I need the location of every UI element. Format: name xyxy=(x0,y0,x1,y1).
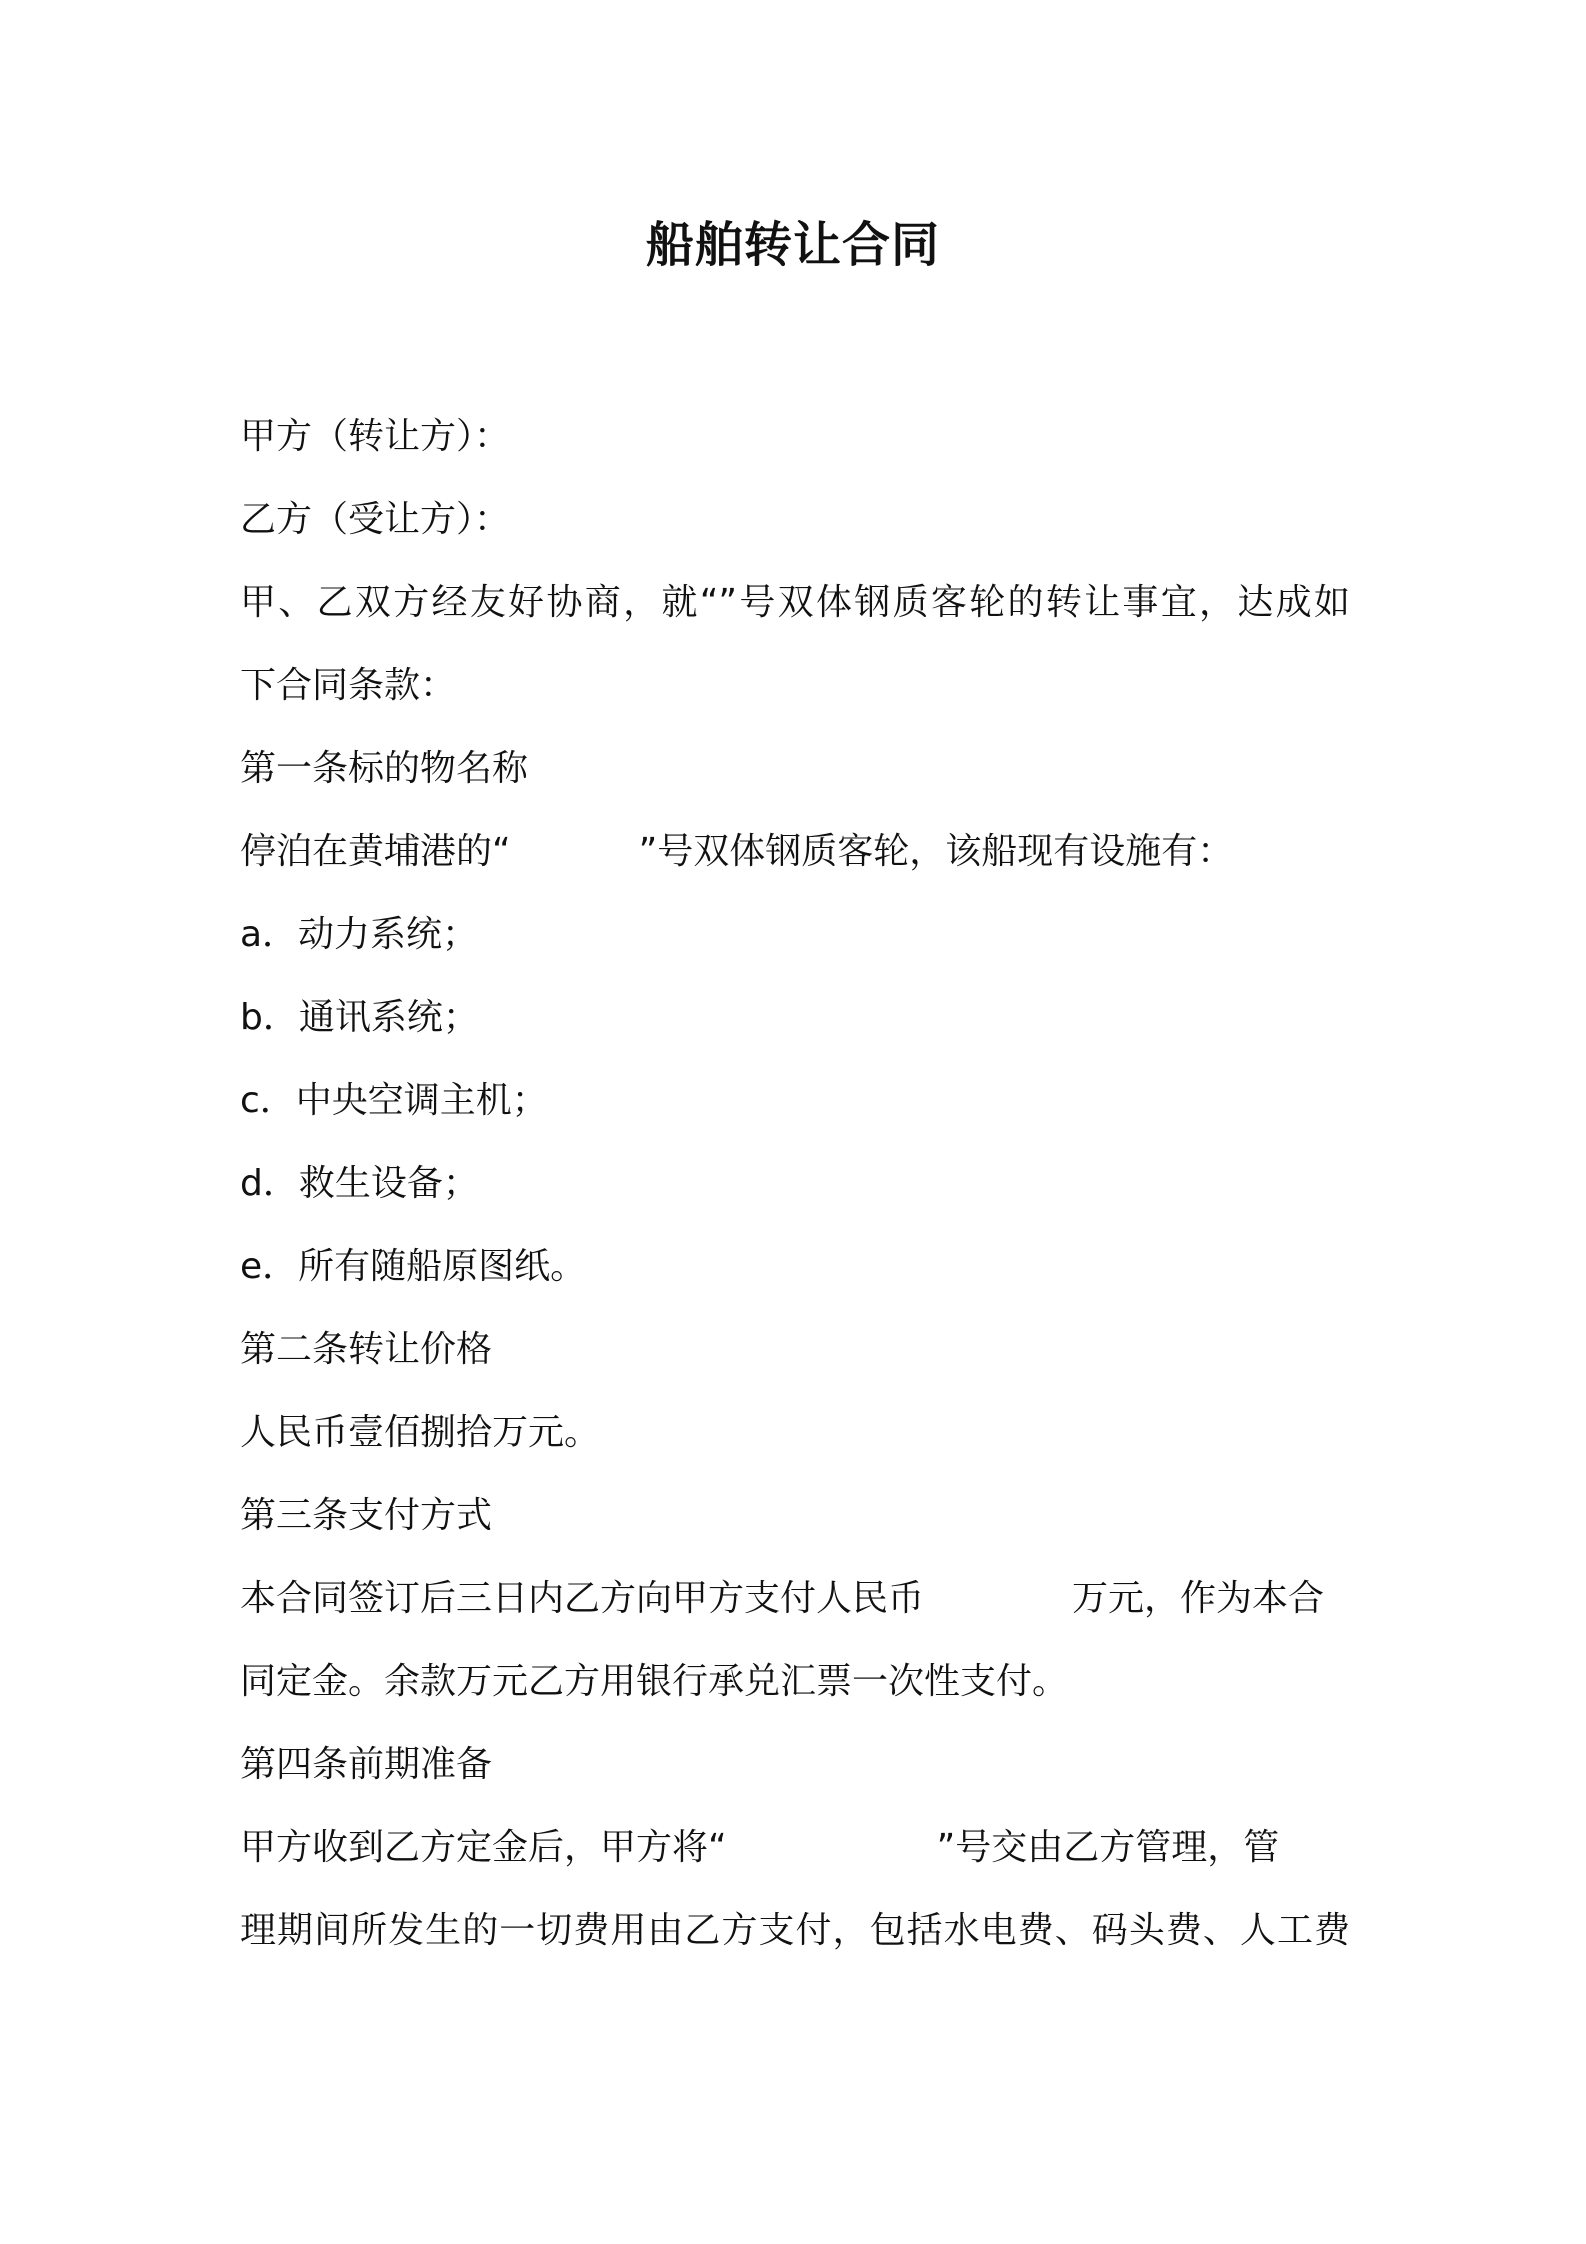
article-3-text-line-1 xyxy=(240,1571,1350,1627)
article-3-text-line-2: 同定金。余款万元乙方用银行承兑汇票一次性支付。 xyxy=(240,1661,1069,1702)
article-4-text-part-a: 甲方收到乙方定金后，甲方将“ xyxy=(240,1827,727,1868)
article-1-heading: 第一条标的物名称 xyxy=(240,748,529,789)
article-1-text-part-b: ”号双体钢质客轮，该船现有设施有： xyxy=(638,831,1234,872)
document-title: 船舶转让合同 xyxy=(645,217,940,273)
article-4-text-part-b: ”号交由乙方管理，管 xyxy=(936,1827,1280,1868)
party-a-line: 甲方（转让方）： xyxy=(240,416,511,457)
article-4-heading: 第四条前期准备 xyxy=(240,1744,493,1785)
article-3-text-part-a: 本合同签订后三日内乙方向甲方支付人民币 xyxy=(240,1578,925,1619)
article-1-text xyxy=(240,824,1350,880)
article-2-text: 人民币壹佰捌拾万元。 xyxy=(240,1412,601,1453)
article-4-text-line-1 xyxy=(240,1820,1350,1876)
facility-item-b: b．通讯系统； xyxy=(240,997,479,1038)
intro-line-2: 下合同条款： xyxy=(240,665,457,706)
article-1-text-part-a: 停泊在黄埔港的“ xyxy=(240,831,511,872)
party-b-line: 乙方（受让方）： xyxy=(240,499,511,540)
facility-item-e: e．所有随船原图纸。 xyxy=(240,1246,587,1287)
facility-item-c: c．中央空调主机； xyxy=(240,1080,548,1121)
facility-item-d: d．救生设备； xyxy=(240,1163,479,1204)
article-4-text-line-2: 理期间所发生的一切费用由乙方支付，包括水电费、码头费、人工费 xyxy=(240,1910,1350,1951)
article-2-heading: 第二条转让价格 xyxy=(240,1329,493,1370)
article-3-text-part-b: 万元，作为本合 xyxy=(1072,1578,1325,1619)
facility-item-a: a．动力系统； xyxy=(240,914,479,955)
article-3-heading: 第三条支付方式 xyxy=(240,1495,493,1536)
intro-line-1: 甲、乙双方经友好协商，就“”号双体钢质客轮的转让事宜，达成如 xyxy=(240,582,1350,623)
